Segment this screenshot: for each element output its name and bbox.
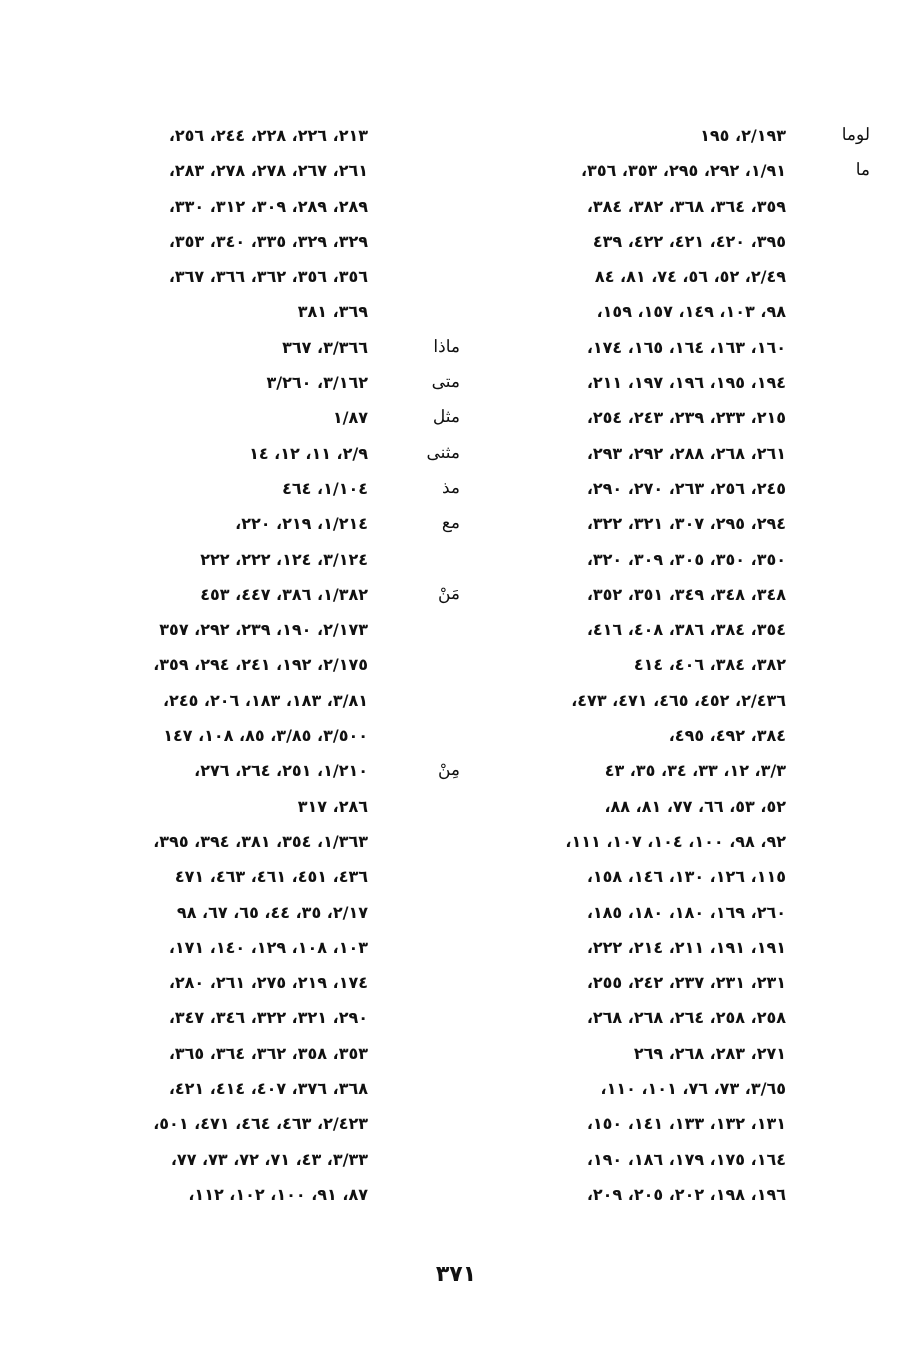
page-references: ١١٥، ١٢٦، ١٣٠، ١٤٦، ١٥٨، — [586, 867, 786, 887]
page-references: ٢/٩، ١١، ١٢، ١٤ — [249, 443, 368, 463]
index-entry — [60, 930, 460, 965]
index-entry — [470, 683, 870, 718]
index-entry — [60, 683, 460, 718]
page-references: ٢٧١، ٢٨٣، ٢٦٨، ٢٦٩ — [633, 1043, 786, 1063]
index-entry — [60, 647, 460, 682]
page-references: ٢/٤٩، ٥٢، ٥٦، ٧٤، ٨١، ٨٤ — [594, 267, 786, 287]
index-entry — [60, 365, 460, 400]
page-references: ٢٦٠، ١٦٩، ١٨٠، ١٨٠، ١٨٥، — [586, 902, 786, 922]
page-references: ٢٩٠، ٣٢١، ٣٢٢، ٣٤٦، ٣٤٧، — [168, 1008, 368, 1028]
index-entry — [60, 400, 460, 435]
index-entry — [470, 294, 870, 329]
index-entry — [470, 824, 870, 859]
index-entry — [470, 577, 870, 612]
index-entry — [60, 224, 460, 259]
index-entry — [470, 965, 870, 1000]
page-references: ٢/١٧٣، ١٩٠، ٢٣٩، ٢٩٢، ٣٥٧ — [159, 620, 368, 640]
page-references: ٣٤٨، ٣٤٨، ٣٤٩، ٣٥١، ٣٥٢، — [586, 584, 786, 604]
index-entry — [60, 506, 460, 541]
page-references: ٣٢٩، ٣٢٩، ٣٣٥، ٣٤٠، ٣٥٣، — [168, 231, 368, 251]
index-entry — [470, 224, 870, 259]
index-entry — [60, 824, 460, 859]
index-entry — [470, 1106, 870, 1141]
page-references: ١٦٤، ١٧٥، ١٧٩، ١٨٦، ١٩٠، — [586, 1149, 786, 1169]
page-references: ٢/١٩٣، ١٩٥ — [700, 126, 786, 145]
page-references: ٣/٥٠٠، ٣/٨٥، ٨٥، ١٠٨، ١٤٧ — [163, 726, 368, 746]
page-references: ٢٨٦، ٣١٧ — [297, 796, 368, 816]
page-references: ٢٦١، ٢٦٧، ٢٧٨، ٢٧٨، ٢٨٣، — [168, 161, 368, 181]
page-references: ٣/١٢٤، ١٢٤، ٢٢٢، ٢٢٢ — [200, 549, 368, 569]
index-entry — [470, 612, 870, 647]
page-references: ٣٨٢، ٣٨٤، ٤٠٦، ٤١٤ — [633, 655, 786, 675]
index-entry — [470, 1177, 870, 1212]
page-references: ١/٩١، ٢٩٢، ٢٩٥، ٣٥٣، ٣٥٦، — [580, 161, 786, 181]
index-entry — [60, 1071, 460, 1106]
index-entry — [60, 259, 460, 294]
page-references: ١/٨٧ — [332, 408, 368, 428]
page-references: ١٩٦، ١٩٨، ٢٠٢، ٢٠٥، ٢٠٩، — [586, 1184, 786, 1204]
index-entry — [470, 1142, 870, 1177]
index-entry — [60, 753, 460, 788]
page-references: ١٣١، ١٣٢، ١٣٣، ١٤١، ١٥٠، — [586, 1114, 786, 1134]
page-references: ٤٣٦، ٤٥١، ٤٦١، ٤٦٣، ٤٧١ — [174, 867, 368, 887]
index-term: ماذا — [433, 336, 460, 357]
page-references: ٢/١٧٥، ١٩٢، ٢٤١، ٢٩٤، ٣٥٩، — [153, 655, 368, 675]
index-entry — [470, 753, 870, 788]
page-references: ٣/٣، ١٢، ٣٣، ٣٤، ٣٥، ٤٣ — [604, 761, 786, 781]
index-entry — [60, 118, 460, 153]
page-references: ١٧٤، ٢١٩، ٢٧٥، ٢٦١، ٢٨٠، — [168, 973, 368, 993]
page-references: ١/٢١٤، ٢١٩، ٢٢٠، — [235, 514, 368, 534]
index-entry — [470, 789, 870, 824]
page-references: ٣/٦٥، ٧٣، ٧٦، ١٠١، ١١٠، — [600, 1079, 786, 1099]
page-references: ١٠٣، ١٠٨، ١٢٩، ١٤٠، ١٧١، — [168, 937, 368, 957]
index-entry — [470, 718, 870, 753]
page-references: ٣٥٦، ٣٥٦، ٣٦٢، ٣٦٦، ٣٦٧، — [168, 267, 368, 287]
index-entry — [470, 506, 870, 541]
index-entry — [470, 895, 870, 930]
index-entry — [60, 153, 460, 188]
page-references: ١/١٠٤، ٤٦٤ — [282, 478, 368, 498]
page-references: ٣٦٨، ٣٧٦، ٤٠٧، ٤١٤، ٤٢١، — [168, 1079, 368, 1099]
index-entry — [470, 259, 870, 294]
page-references: ٩٢، ٩٨، ١٠٠، ١٠٤، ١٠٧، ١١١، — [565, 831, 786, 851]
page-references: ٣٥٠، ٣٥٠، ٣٠٥، ٣٠٩، ٣٢٠، — [586, 549, 786, 569]
page-references: ٥٢، ٥٣، ٦٦، ٧٧، ٨١، ٨٨، — [604, 796, 786, 816]
page-references: ٣/٨١، ١٨٣، ١٨٣، ٢٠٦، ٢٤٥، — [162, 690, 368, 710]
page-references: ٣/١٦٢، ٣/٢٦٠ — [266, 373, 368, 393]
index-term: مَنْ — [437, 583, 460, 604]
index-term: متى — [431, 372, 460, 393]
index-entry — [470, 930, 870, 965]
page-references: ٢/١٧، ٣٥، ٤٤، ٦٥، ٦٧، ٩٨ — [176, 902, 368, 922]
index-term: مِنْ — [437, 760, 460, 781]
index-entry — [60, 1036, 460, 1071]
page-references: ٢٨٩، ٢٨٩، ٣٠٩، ٣١٢، ٣٣٠، — [168, 196, 368, 216]
index-entry — [60, 895, 460, 930]
index-entry — [60, 612, 460, 647]
index-term: لوما — [841, 125, 870, 145]
index-term: مع — [441, 513, 460, 534]
page-references: ٢٩٤، ٢٩٥، ٣٠٧، ٣٢١، ٣٢٢، — [586, 514, 786, 534]
index-entry — [470, 1036, 870, 1071]
index-entry — [470, 153, 870, 188]
index-column-right — [470, 118, 870, 1212]
page-references: ٢٤٥، ٢٥٦، ٢٦٣، ٢٧٠، ٢٩٠، — [586, 478, 786, 498]
index-entry — [60, 436, 460, 471]
index-entry — [470, 1000, 870, 1035]
page-references: ١/٢١٠، ٢٥١، ٢٦٤، ٢٧٦، — [194, 761, 368, 781]
page-references: ١٩١، ١٩١، ٢١١، ٢١٤، ٢٢٢، — [586, 937, 786, 957]
index-entry — [470, 859, 870, 894]
index-entry — [470, 471, 870, 506]
index-term: ما — [855, 160, 870, 181]
index-entry — [60, 471, 460, 506]
index-entry — [60, 789, 460, 824]
index-entry — [60, 294, 460, 329]
index-entry — [60, 718, 460, 753]
index-entry — [470, 542, 870, 577]
page-references: ٢٦١، ٢٦٨، ٢٨٨، ٢٩٢، ٢٩٣، — [586, 443, 786, 463]
page-references: ٢٥٨، ٢٥٨، ٢٦٤، ٢٦٨، ٢٦٨، — [586, 1008, 786, 1028]
page-references: ٣٦٩، ٣٨١ — [297, 302, 368, 322]
page-references: ١٦٠، ١٦٣، ١٦٤، ١٦٥، ١٧٤، — [586, 337, 786, 357]
page-references: ٣٥٩، ٣٦٤، ٣٦٨، ٣٨٢، ٣٨٤، — [586, 196, 786, 216]
index-entry — [60, 965, 460, 1000]
page-references: ١/٣٨٢، ٣٨٦، ٤٤٧، ٤٥٣ — [200, 584, 368, 604]
index-entry — [470, 118, 870, 153]
page-references: ٣/٣٦٦، ٣٦٧ — [282, 337, 368, 357]
page-references: ٣/٣٣، ٤٣، ٧١، ٧٢، ٧٣، ٧٧، — [170, 1149, 368, 1169]
index-entry — [470, 330, 870, 365]
index-entry — [60, 1106, 460, 1141]
page-references: ٣٩٥، ٤٢٠، ٤٢١، ٤٢٢، ٤٣٩ — [592, 231, 786, 251]
index-term: مثنى — [426, 442, 460, 463]
page-references: ٨٧، ٩١، ١٠٠، ١٠٢، ١١٢، — [188, 1184, 368, 1204]
page-references: ٢٣١، ٢٣١، ٢٣٧، ٢٤٢، ٢٥٥، — [586, 973, 786, 993]
index-entry — [60, 1000, 460, 1035]
index-term: مذ — [441, 477, 460, 498]
page-references: ٢١٣، ٢٢٦، ٢٢٨، ٢٤٤، ٢٥٦، — [168, 126, 368, 145]
page-number: ٣٧١ — [435, 1262, 477, 1287]
page-references: ٣٥٤، ٣٨٤، ٣٨٦، ٤٠٨، ٤١٦، — [586, 620, 786, 640]
index-entry — [470, 647, 870, 682]
index-entry — [60, 542, 460, 577]
index-entry — [60, 859, 460, 894]
index-entry — [60, 1177, 460, 1212]
index-entry — [470, 1071, 870, 1106]
index-entry — [470, 189, 870, 224]
page-references: ٢/٤٢٣، ٤٦٣، ٤٦٤، ٤٧١، ٥٠١، — [153, 1114, 368, 1134]
index-entry — [60, 330, 460, 365]
page-references: ١/٣٦٣، ٣٥٤، ٣٨١، ٣٩٤، ٣٩٥، — [153, 831, 368, 851]
page-references: ٢/٤٣٦، ٤٥٢، ٤٦٥، ٤٧١، ٤٧٣، — [571, 690, 786, 710]
page-references: ١٩٤، ١٩٥، ١٩٦، ١٩٧، ٢١١، — [586, 373, 786, 393]
page-references: ٣٨٤، ٤٩٢، ٤٩٥، — [668, 726, 786, 746]
index-column-left — [60, 118, 460, 1212]
index-entry — [470, 365, 870, 400]
index-entry — [60, 577, 460, 612]
index-entry — [470, 400, 870, 435]
page-references: ٢١٥، ٢٣٣، ٢٣٩، ٢٤٣، ٢٥٤، — [586, 408, 786, 428]
index-entry — [470, 436, 870, 471]
index-entry — [60, 1142, 460, 1177]
page-references: ٩٨، ١٠٣، ١٤٩، ١٥٧، ١٥٩، — [596, 302, 786, 322]
index-term: مثل — [432, 407, 460, 428]
page-references: ٣٥٣، ٣٥٨، ٣٦٢، ٣٦٤، ٣٦٥، — [168, 1043, 368, 1063]
index-entry — [60, 189, 460, 224]
